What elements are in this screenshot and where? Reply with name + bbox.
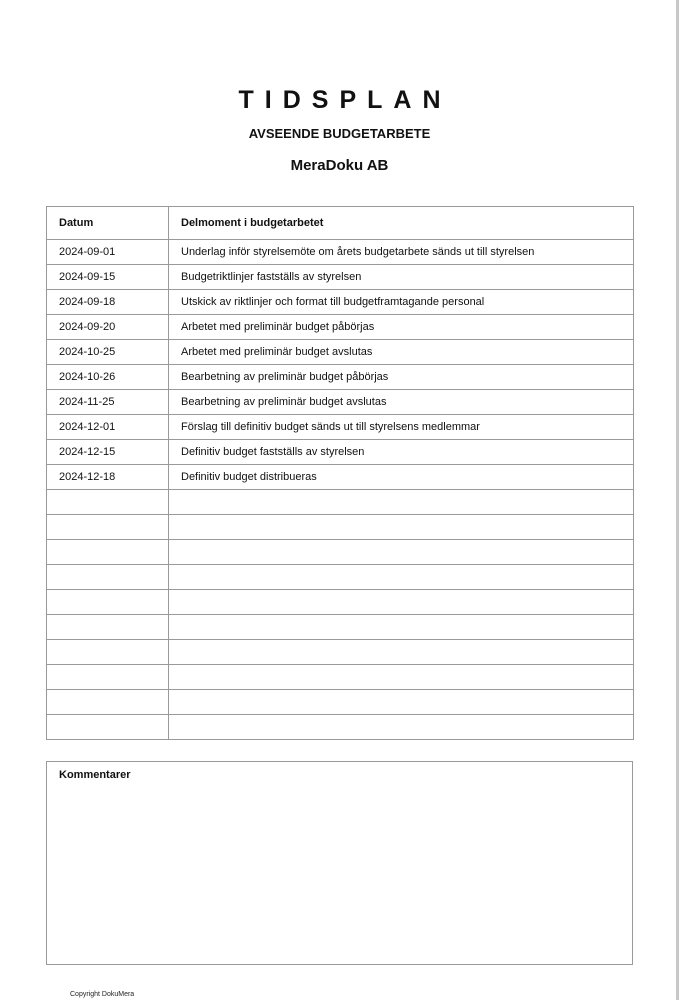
date-cell	[47, 615, 169, 640]
table-row	[47, 515, 634, 540]
table-row	[47, 340, 634, 365]
date-cell: 2024-12-18	[47, 465, 169, 490]
comments-box[interactable]	[46, 761, 633, 965]
table-row	[47, 565, 634, 590]
table-row	[47, 715, 634, 740]
company-name: MeraDoku AB	[290, 157, 389, 174]
step-cell	[169, 490, 634, 515]
date-cell	[47, 715, 169, 740]
step-cell	[169, 615, 634, 640]
document-subtitle: AVSEENDE BUDGETARBETE	[248, 126, 431, 141]
date-cell	[47, 590, 169, 615]
step-cell	[169, 715, 634, 740]
comments-label: Kommentarer	[59, 769, 131, 781]
table-row	[47, 540, 634, 565]
step-cell: Bearbetning av preliminär budget påbörjas	[169, 365, 634, 390]
step-cell	[169, 590, 634, 615]
date-cell	[47, 565, 169, 590]
step-cell: Arbetet med preliminär budget avslutas	[169, 340, 634, 365]
table-row	[47, 465, 634, 490]
step-cell: Förslag till definitiv budget sänds ut till styrelsens medlemmar	[169, 415, 634, 440]
date-cell: 2024-12-01	[47, 415, 169, 440]
copyright-text: Copyright DokuMera	[70, 991, 135, 998]
step-cell: Definitiv budget fastställs av styrelsen	[169, 440, 634, 465]
step-cell: Utskick av riktlinjer och format till budgetframtagande personal	[169, 290, 634, 315]
table-row	[47, 415, 634, 440]
date-cell: 2024-12-15	[47, 440, 169, 465]
step-cell	[169, 540, 634, 565]
date-cell	[47, 490, 169, 515]
date-cell: 2024-09-15	[47, 265, 169, 290]
table-row	[47, 690, 634, 715]
step-cell	[169, 665, 634, 690]
date-cell	[47, 515, 169, 540]
schedule-table-body	[47, 240, 634, 740]
table-row	[47, 440, 634, 465]
date-cell: 2024-09-01	[47, 240, 169, 265]
table-row	[47, 290, 634, 315]
step-cell: Underlag inför styrelsemöte om årets budgetarbete sänds ut till styrelsen	[169, 240, 634, 265]
table-row	[47, 390, 634, 415]
date-cell: 2024-09-20	[47, 315, 169, 340]
table-header-row	[47, 207, 634, 240]
date-cell	[47, 665, 169, 690]
schedule-table	[46, 206, 634, 740]
date-cell	[47, 540, 169, 565]
date-cell: 2024-10-25	[47, 340, 169, 365]
table-row	[47, 315, 634, 340]
step-cell	[169, 690, 634, 715]
date-cell	[47, 640, 169, 665]
step-cell	[169, 515, 634, 540]
column-header-step: Delmoment i budgetarbetet	[169, 207, 634, 240]
column-header-date: Datum	[47, 207, 169, 240]
table-row	[47, 590, 634, 615]
step-cell: Definitiv budget distribueras	[169, 465, 634, 490]
step-cell: Arbetet med preliminär budget påbörjas	[169, 315, 634, 340]
date-cell	[47, 690, 169, 715]
table-row	[47, 365, 634, 390]
step-cell	[169, 640, 634, 665]
date-cell: 2024-09-18	[47, 290, 169, 315]
table-row	[47, 665, 634, 690]
table-row	[47, 615, 634, 640]
document-title: TIDSPLAN	[238, 86, 452, 114]
date-cell: 2024-11-25	[47, 390, 169, 415]
step-cell: Bearbetning av preliminär budget avslutas	[169, 390, 634, 415]
table-row	[47, 265, 634, 290]
step-cell	[169, 565, 634, 590]
table-row	[47, 640, 634, 665]
table-row	[47, 240, 634, 265]
date-cell: 2024-10-26	[47, 365, 169, 390]
table-row	[47, 490, 634, 515]
step-cell: Budgetriktlinjer fastställs av styrelsen	[169, 265, 634, 290]
